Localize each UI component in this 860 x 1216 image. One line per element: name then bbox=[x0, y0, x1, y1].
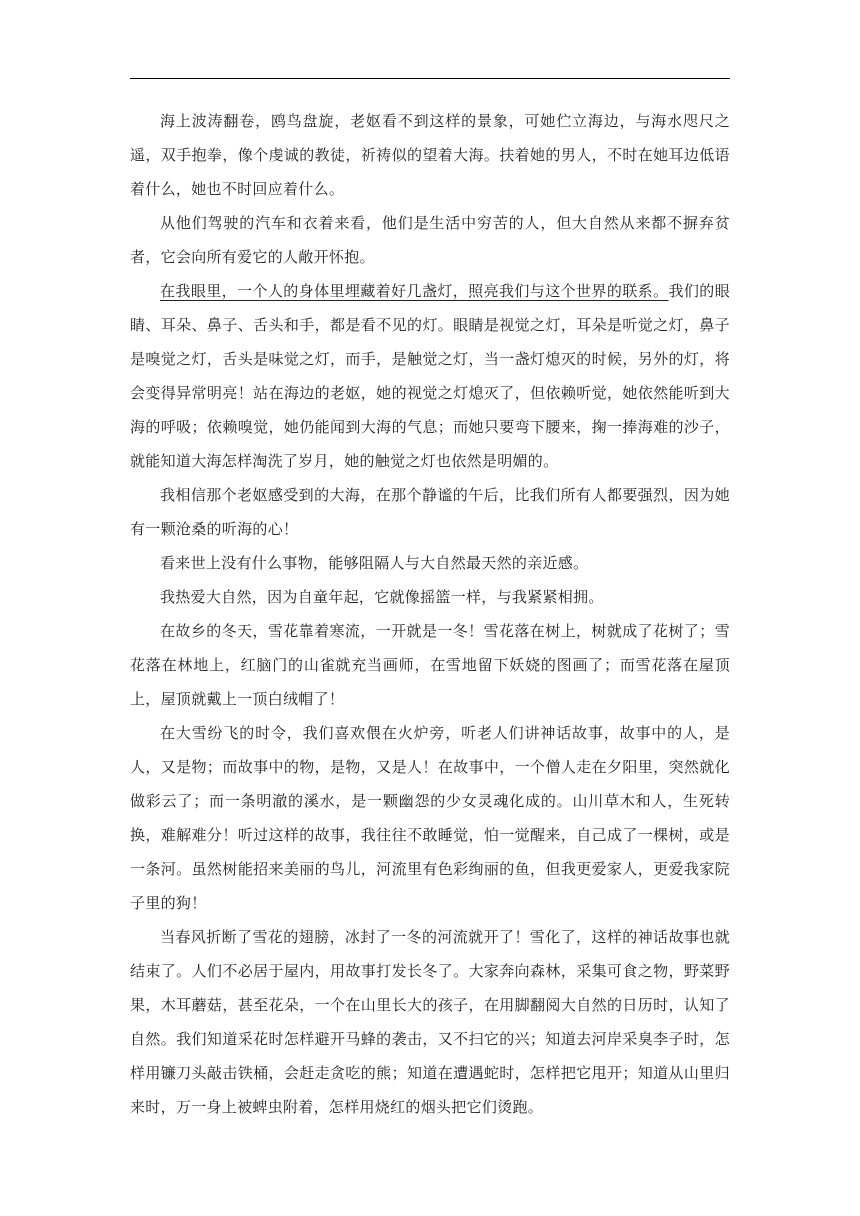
paragraph-3 bbox=[130, 274, 730, 478]
paragraph-5 bbox=[130, 546, 730, 580]
paragraph-text: 当春风折断了雪花的翅膀，冰封了一冬的河流就开了！雪化了，这样的神话故事也就结束了。人们不必居于屋内，用故事打发长冬了。大家奔向森林，采集可食之物，野菜野果，木耳蘑菇，甚至花朵，一个在山里长大的孩子，在用脚翻阅大自然的日历时，认知了自然。我们知道采花时怎样避开马蜂的袭击，又不扫它的兴；知道去河岸采臭李子时，怎样用镰刀头敲击铁桶，会赶走贪吃的熊；知道在遭遇蛇时，怎样把它甩开；知道从山里归来时，万一身上被蜱虫附着，怎样用烧红的烟头把它们烫跑。 bbox=[130, 928, 730, 1116]
paragraph-text: 从他们驾驶的汽车和衣着来看，他们是生活中穷苦的人，但大自然从来都不摒弃贫者，它会向所有爱它的人敞开怀抱。 bbox=[130, 214, 730, 266]
paragraph-text: 在大雪纷飞的时令，我们喜欢偎在火炉旁，听老人们讲神话故事，故事中的人，是人，又是物；而故事中的物，是物，又是人！在故事中，一个僧人走在夕阳里，突然就化做彩云了；而一条明澈的溪水，是一颗幽怨的少女灵魂化成的。山川草木和人，生死转换，难解难分！听过这样的故事，我往往不敢睡觉，怕一觉醒来，自己成了一棵树，或是一条河。虽然树能招来美丽的鸟儿，河流里有色彩绚丽的鱼，但我更爱家人，更爱我家院子里的狗！ bbox=[130, 724, 730, 912]
paragraph-6 bbox=[130, 580, 730, 614]
underlined-sentence: 在我眼里，一个人的身体里埋藏着好几盏灯，照亮我们与这个世界的联系。 bbox=[160, 282, 669, 300]
paragraph-7 bbox=[130, 614, 730, 716]
paragraph-text: 海上波涛翻卷，鸥鸟盘旋，老妪看不到这样的景象，可她伫立海边，与海水咫尺之遥，双手抱拳，像个虔诚的教徒，祈祷似的望着大海。扶着她的男人，不时在她耳边低语着什么，她也不时回应着什么。 bbox=[130, 112, 730, 198]
header-rule bbox=[130, 78, 730, 79]
paragraph-2 bbox=[130, 206, 730, 274]
paragraph-text: 我热爱大自然，因为自童年起，它就像摇篮一样，与我紧紧相拥。 bbox=[160, 588, 604, 606]
paragraph-text: 在故乡的冬天，雪花靠着寒流，一开就是一冬！雪花落在树上，树就成了花树了；雪花落在林地上，红脑门的山雀就充当画师，在雪地留下妖娆的图画了；而雪花落在屋顶上，屋顶就戴上一顶白绒帽了！ bbox=[130, 622, 730, 708]
paragraph-8 bbox=[130, 716, 730, 920]
paragraph-1 bbox=[130, 104, 730, 206]
paragraph-4 bbox=[130, 478, 730, 546]
paragraph-text: 我相信那个老妪感受到的大海，在那个静谧的午后，比我们所有人都要强烈，因为她有一颗沧桑的听海的心！ bbox=[130, 486, 730, 538]
document-body bbox=[130, 104, 730, 1124]
paragraph-text: 看来世上没有什么事物，能够阻隔人与大自然最天然的亲近感。 bbox=[160, 554, 589, 572]
paragraph-text: 我们的眼睛、耳朵、鼻子、舌头和手，都是看不见的灯。眼睛是视觉之灯，耳朵是听觉之灯，鼻子是嗅觉之灯，舌头是味觉之灯，而手，是触觉之灯，当一盏灯熄灭的时候，另外的灯，将会变得异常明亮！站在海边的老妪，她的视觉之灯熄灭了，但依赖听觉，她依然能听到大海的呼吸；依赖嗅觉，她仍能闻到大海的气息；而她只要弯下腰来，掬一捧海难的沙子，就能知道大海怎样淘洗了岁月，她的触觉之灯也依然是明媚的。 bbox=[130, 282, 731, 470]
paragraph-9 bbox=[130, 920, 730, 1124]
